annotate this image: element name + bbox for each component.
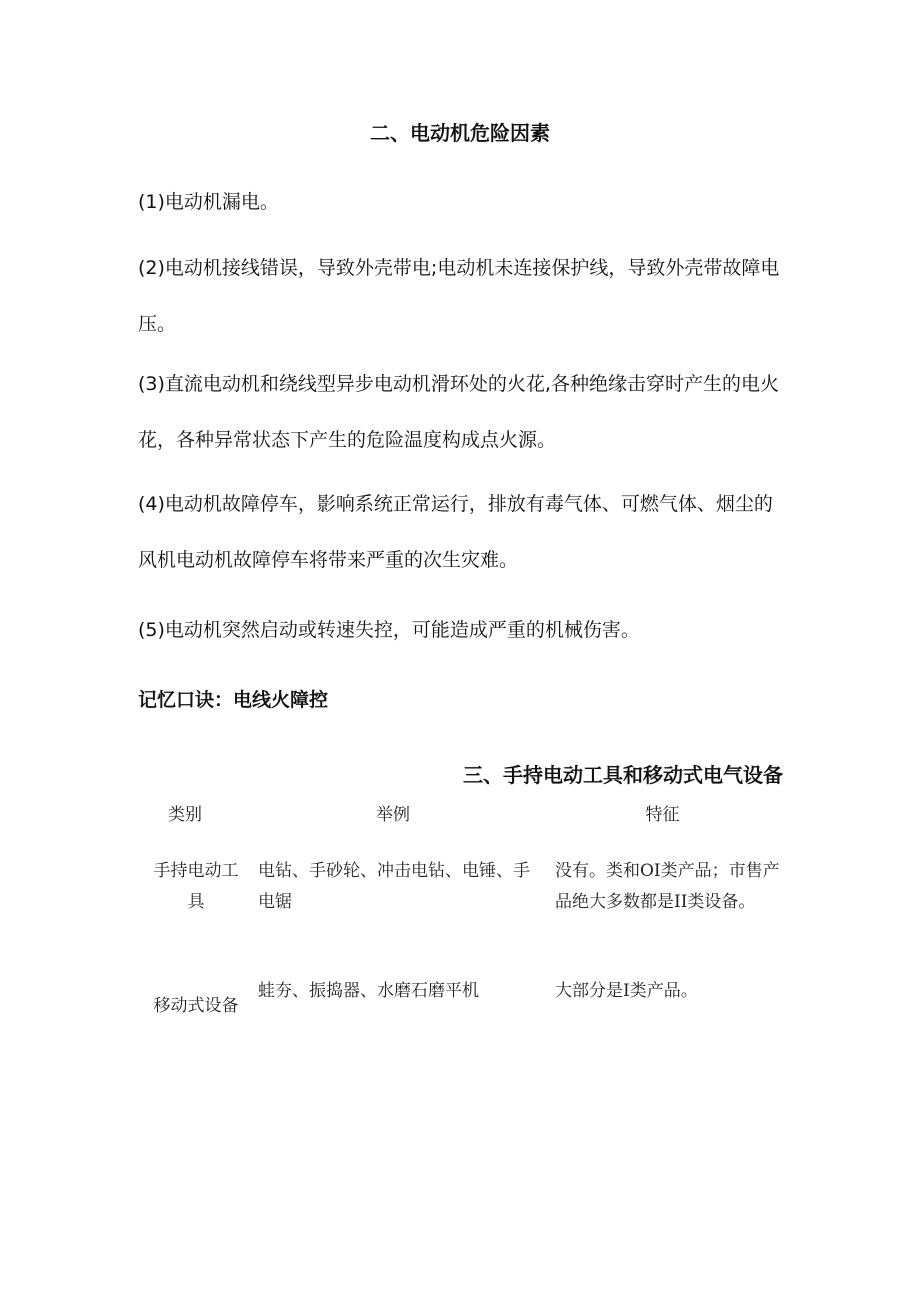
- table-header-category: 类别: [168, 805, 202, 825]
- hazard-item-1: (1)电动机漏电。: [138, 191, 279, 213]
- mnemonic-line: 记忆口诀：电线火障控: [138, 689, 329, 711]
- table-cell-features: 大部分是I类产品。: [555, 981, 698, 1001]
- table-cell-examples: 电钻、手砂轮、冲击电钻、电锤、手电锯: [258, 861, 530, 912]
- table-cell-category: 移动式设备: [153, 996, 239, 1016]
- hazard-item-5: (5)电动机突然启动或转速失控，可能造成严重的机械伤害。: [138, 619, 640, 641]
- table-cell-features: 没有。类和OI类产品；市售产品绝大多数都是II类设备。: [555, 861, 780, 912]
- hazard-item-3: (3)直流电动机和绕线型异步电动机滑环处的火花,各种绝缘击穿时产生的电火花，各种异常状态下产生的危险温度构成点火源。: [138, 373, 779, 451]
- table-header-examples: 举例: [376, 805, 410, 825]
- table-cell-category: 手持电动工具: [153, 861, 239, 912]
- section-title-motor-hazards: 二、电动机危险因素: [370, 121, 550, 145]
- table-header-features: 特征: [645, 805, 680, 825]
- table-cell-examples: 蛙夯、振捣器、水磨石磨平机: [258, 981, 479, 1001]
- hazard-item-2: (2)电动机接线错误，导致外壳带电;电动机未连接保护线，导致外壳带故障电压。: [138, 257, 780, 335]
- hazard-item-4: (4)电动机故障停车，影响系统正常运行，排放有毒气体、可燃气体、烟尘的风机电动机故障停车将带来严重的次生灾难。: [138, 493, 773, 571]
- section-title-portable-tools: 三、手持电动工具和移动式电气设备: [463, 763, 783, 787]
